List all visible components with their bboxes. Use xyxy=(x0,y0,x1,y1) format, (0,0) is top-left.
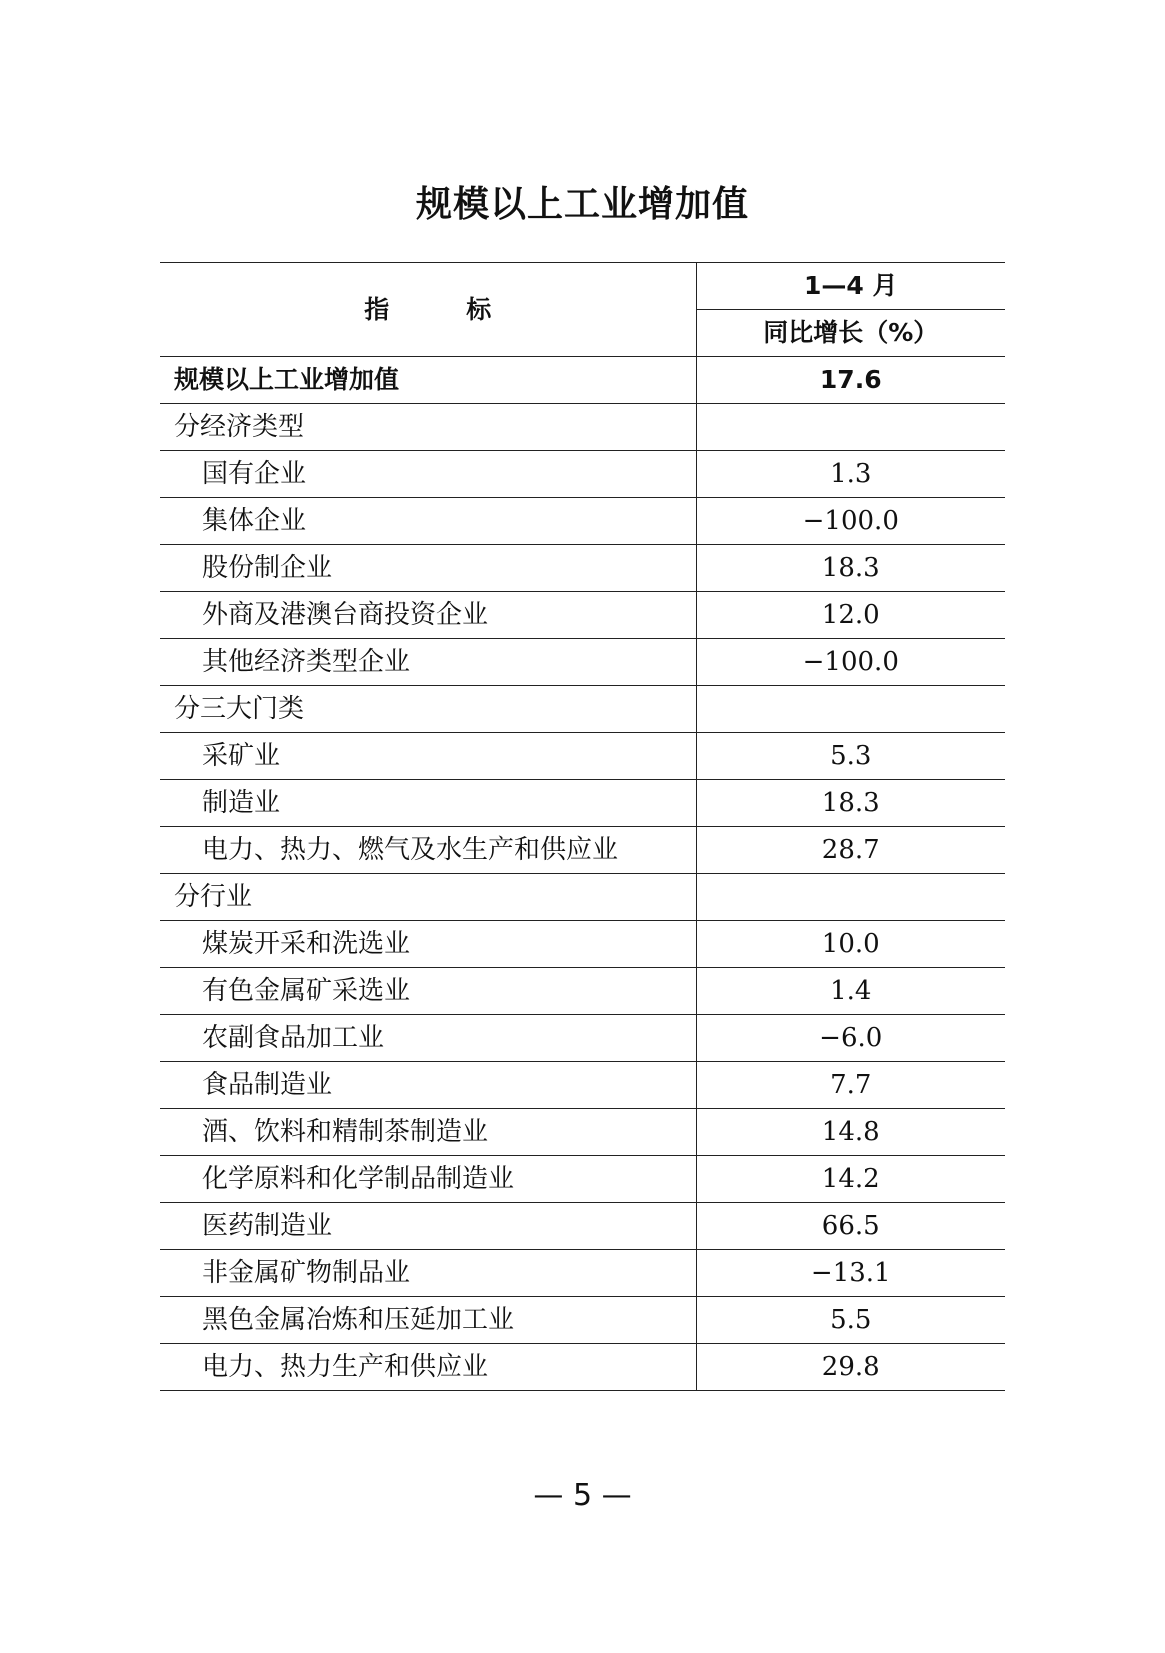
row-label: 医药制造业 xyxy=(160,1203,696,1250)
row-value: 28.7 xyxy=(696,827,1005,874)
row-label: 农副食品加工业 xyxy=(160,1015,696,1062)
row-label: 集体企业 xyxy=(160,498,696,545)
header-unit: 同比增长（%） xyxy=(696,310,1005,357)
table-row xyxy=(160,451,1005,498)
row-label: 酒、饮料和精制茶制造业 xyxy=(160,1109,696,1156)
row-label: 化学原料和化学制品制造业 xyxy=(160,1156,696,1203)
row-label: 其他经济类型企业 xyxy=(160,639,696,686)
row-value: 66.5 xyxy=(696,1203,1005,1250)
row-label: 股份制企业 xyxy=(160,545,696,592)
row-value: −100.0 xyxy=(696,498,1005,545)
table-row xyxy=(160,1156,1005,1203)
row-value: 5.5 xyxy=(696,1297,1005,1344)
row-label: 煤炭开采和洗选业 xyxy=(160,921,696,968)
row-value: 10.0 xyxy=(696,921,1005,968)
row-label: 电力、热力生产和供应业 xyxy=(160,1344,696,1391)
row-label: 外商及港澳台商投资企业 xyxy=(160,592,696,639)
header-period: 1—4 月 xyxy=(696,263,1005,310)
row-value: 17.6 xyxy=(696,357,1005,404)
table-row xyxy=(160,639,1005,686)
row-value: 5.3 xyxy=(696,733,1005,780)
page-number: — 5 — xyxy=(533,1478,632,1513)
table-row-section xyxy=(160,686,1005,733)
row-label: 国有企业 xyxy=(160,451,696,498)
table-row-section xyxy=(160,404,1005,451)
table-row xyxy=(160,498,1005,545)
row-value: 29.8 xyxy=(696,1344,1005,1391)
row-value: 18.3 xyxy=(696,545,1005,592)
row-value xyxy=(696,686,1005,733)
row-value: 14.8 xyxy=(696,1109,1005,1156)
row-label: 分行业 xyxy=(160,874,696,921)
row-value: 12.0 xyxy=(696,592,1005,639)
table-row xyxy=(160,1250,1005,1297)
table-header xyxy=(160,263,1005,357)
row-value: 14.2 xyxy=(696,1156,1005,1203)
page-title: 规模以上工业增加值 xyxy=(415,184,749,225)
table-row xyxy=(160,1203,1005,1250)
table-row xyxy=(160,545,1005,592)
row-label: 分经济类型 xyxy=(160,404,696,451)
table-row xyxy=(160,968,1005,1015)
row-label: 非金属矿物制品业 xyxy=(160,1250,696,1297)
row-label: 有色金属矿采选业 xyxy=(160,968,696,1015)
table-body xyxy=(160,357,1005,1391)
row-value: 7.7 xyxy=(696,1062,1005,1109)
row-value: 1.3 xyxy=(696,451,1005,498)
row-value: −6.0 xyxy=(696,1015,1005,1062)
row-value: 18.3 xyxy=(696,780,1005,827)
row-value xyxy=(696,874,1005,921)
row-label: 制造业 xyxy=(160,780,696,827)
table-row-section xyxy=(160,874,1005,921)
table-row xyxy=(160,1344,1005,1391)
header-indicator: 指 标 xyxy=(160,263,696,357)
table-row xyxy=(160,780,1005,827)
table-row xyxy=(160,1062,1005,1109)
table-row xyxy=(160,1297,1005,1344)
row-label: 分三大门类 xyxy=(160,686,696,733)
table-row xyxy=(160,827,1005,874)
table-row xyxy=(160,1109,1005,1156)
row-label: 采矿业 xyxy=(160,733,696,780)
row-label: 食品制造业 xyxy=(160,1062,696,1109)
row-label: 规模以上工业增加值 xyxy=(160,357,696,404)
row-value: −13.1 xyxy=(696,1250,1005,1297)
indicator-table-container xyxy=(160,262,1005,1391)
row-value xyxy=(696,404,1005,451)
row-label: 电力、热力、燃气及水生产和供应业 xyxy=(160,827,696,874)
row-value: 1.4 xyxy=(696,968,1005,1015)
header-row-period xyxy=(160,263,1005,310)
indicator-table xyxy=(160,262,1005,1391)
row-label: 黑色金属冶炼和压延加工业 xyxy=(160,1297,696,1344)
table-row-total xyxy=(160,357,1005,404)
table-row xyxy=(160,921,1005,968)
table-row xyxy=(160,733,1005,780)
row-value: −100.0 xyxy=(696,639,1005,686)
table-row xyxy=(160,592,1005,639)
table-row xyxy=(160,1015,1005,1062)
